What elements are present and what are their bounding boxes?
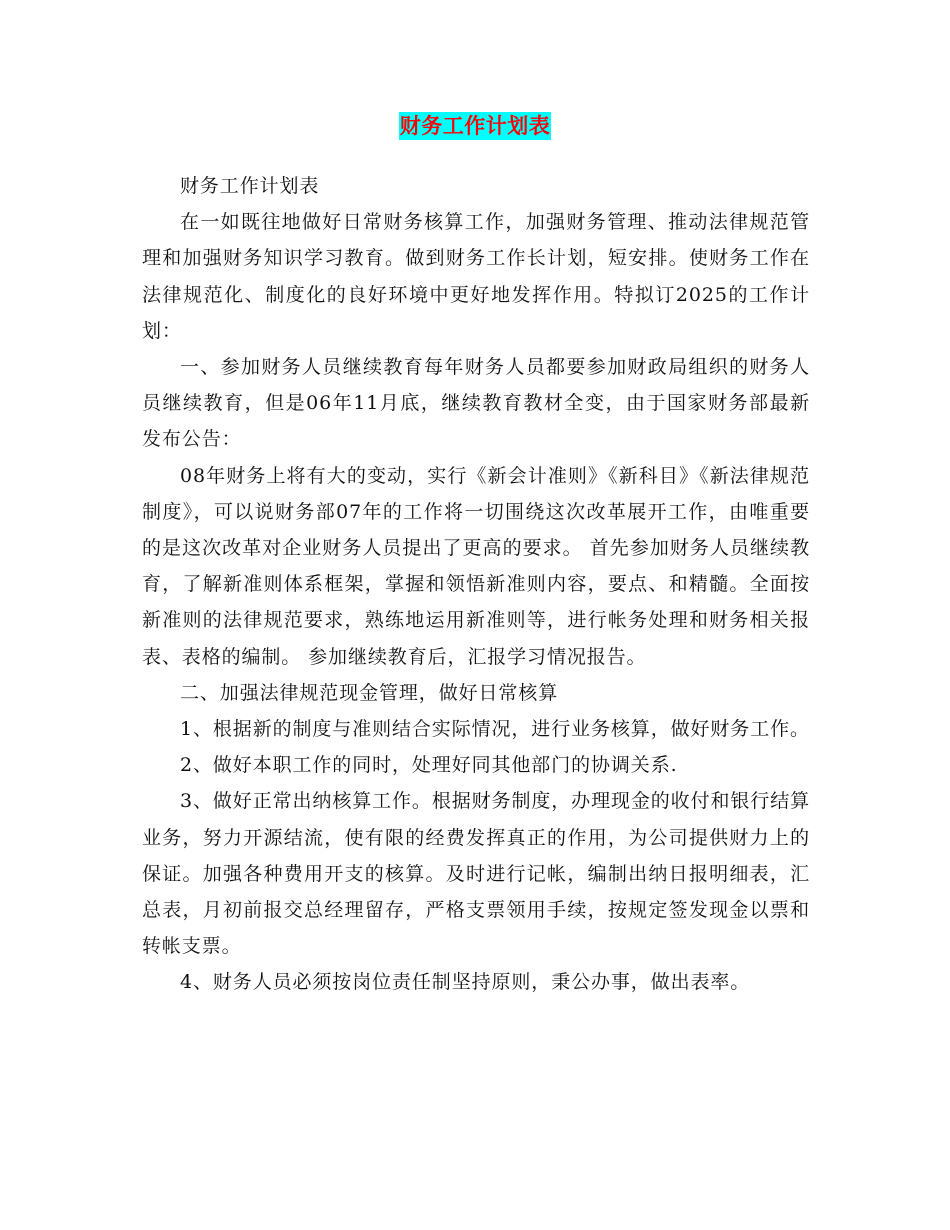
paragraph-item-3: 3、做好正常出纳核算工作。根据财务制度，办理现金的收付和银行结算业务，努力开源结流，使有限的经费发挥真正的作用，为公司提供财力上的保证。加强各种费用开支的核算。及时进行记帐，编制出纳日报明细表，汇总表，月初前报交总经理留存，严格支票领用手续，按规定签发现金以票和转帐支票。 — [142, 790, 810, 958]
paragraph-section-1-detail: 08年财务上将有大的变动，实行《新会计准则》《新科目》《新法律规范制度》，可以说财务部07年的工作将一切围绕这次改革展开工作，由唯重要的是这次改革对企业财务人员提出了更高的要求。 首先参加财务人员继续教育，了解新准则体系框架，掌握和领悟新准则内容，要点、和精髓。全面按新准则的法律规范要求，熟练地运用新准则等，进行帐务处理和财务相关报表、表格的编制。 参加继续教育后，汇报学习情况报告。 — [142, 464, 810, 668]
document-body — [142, 168, 810, 1001]
paragraph-item-1: 1、根据新的制度与准则结合实际情况，进行业务核算，做好财务工作。 — [180, 718, 810, 741]
paragraph-item-2: 2、做好本职工作的同时，处理好同其他部门的协调关系. — [180, 754, 678, 777]
paragraph-intro: 在一如既往地做好日常财务核算工作，加强财务管理、推动法律规范管理和加强财务知识学习教育。做到财务工作长计划，短安排。使财务工作在法律规范化、制度化的良好环境中更好地发挥作用。特拟订2025的工作计划： — [142, 211, 810, 342]
paragraph-subtitle: 财务工作计划表 — [180, 175, 320, 197]
paragraph-section-1: 一、参加财务人员继续教育每年财务人员都要参加财政局组织的财务人员继续教育，但是06年11月底，继续教育教材全变，由于国家财务部最新发布公告： — [142, 356, 810, 451]
title-container — [0, 112, 950, 140]
paragraph-item-4: 4、财务人员必须按岗位责任制坚持原则，秉公办事，做出表率。 — [180, 971, 751, 994]
document-title: 财务工作计划表 — [399, 114, 551, 138]
paragraph-section-2-heading: 二、加强法律规范现金管理，做好日常核算 — [180, 681, 559, 704]
